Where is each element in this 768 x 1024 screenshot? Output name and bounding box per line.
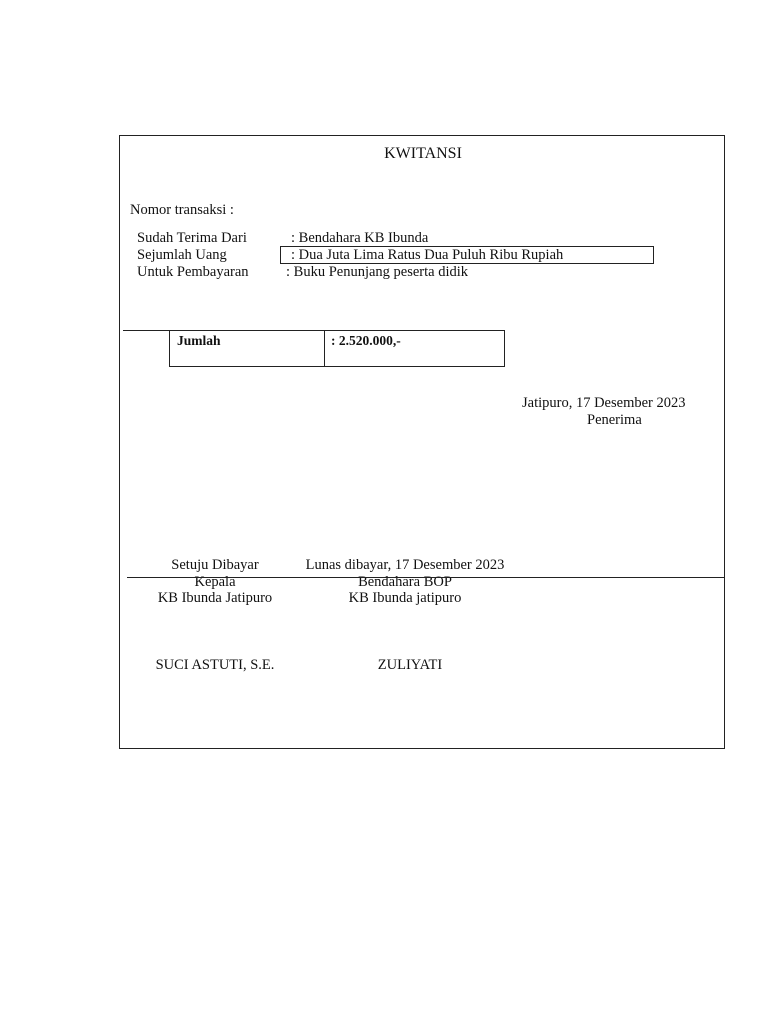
jumlah-left-rule — [123, 330, 170, 331]
jumlah-label: Jumlah — [177, 333, 221, 348]
receipt-frame — [119, 135, 725, 749]
left-sign-line3: KB Ibunda Jatipuro — [157, 590, 273, 606]
left-sign-line1: Setuju Dibayar — [171, 557, 259, 573]
jumlah-value: : 2.520.000,- — [331, 333, 401, 348]
jumlah-divider — [324, 330, 325, 367]
received-from-value: : Bendahara KB Ibunda — [291, 230, 429, 246]
right-sign-line2: Bendahara BOP — [358, 574, 452, 590]
left-signer-name: SUCI ASTUTI, S.E. — [155, 657, 275, 673]
payment-for-label: Untuk Pembayaran — [137, 264, 249, 280]
place-date: Jatipuro, 17 Desember 2023 — [522, 395, 686, 411]
receiver-label: Penerima — [587, 412, 642, 428]
signature-rule — [127, 577, 724, 578]
payment-for-value: : Buku Penunjang peserta didik — [286, 264, 469, 280]
amount-label: Sejumlah Uang — [137, 247, 227, 263]
received-from-label: Sudah Terima Dari — [137, 230, 247, 246]
right-sign-line3: KB Ibunda jatipuro — [348, 590, 462, 606]
right-signer-name: ZULIYATI — [377, 657, 443, 673]
receipt-title: KWITANSI — [384, 145, 462, 162]
transaction-number-label: Nomor transaksi : — [130, 202, 234, 218]
right-sign-line1: Lunas dibayar, 17 Desember 2023 — [305, 557, 505, 573]
left-sign-line2: Kepala — [194, 574, 236, 590]
amount-words-value: : Dua Juta Lima Ratus Dua Puluh Ribu Rupiah — [291, 247, 564, 263]
